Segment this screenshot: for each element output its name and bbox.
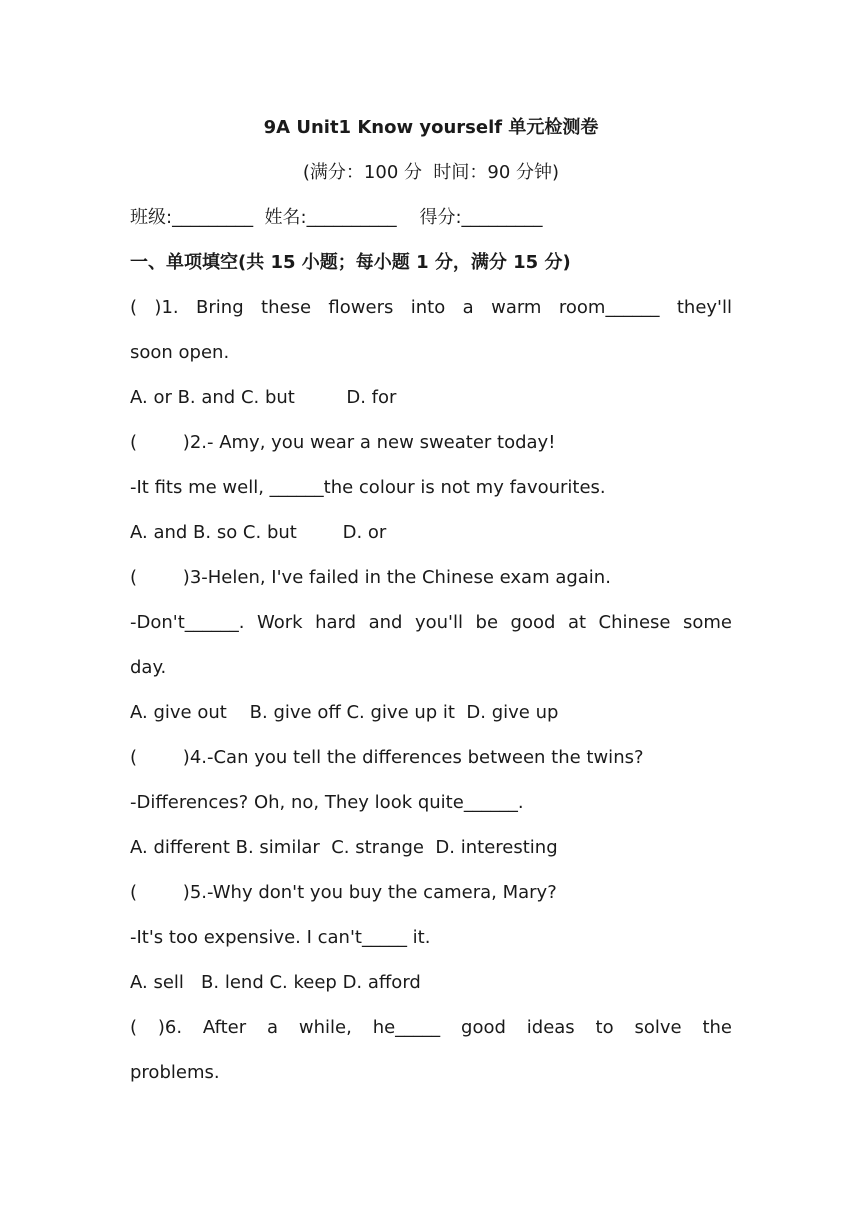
student-info-line: 班级:_________ 姓名:__________ 得分:_________ (130, 207, 543, 228)
question-1-options: A. or B. and C. but D. for (130, 387, 397, 408)
question-4-stem: ( )4.-Can you tell the differences between the twins? (130, 747, 644, 768)
question-5-stem: ( )5.-Why don't you buy the camera, Mary? (130, 882, 557, 903)
question-3-options: A. give out B. give off C. give up it D. give up (130, 702, 559, 723)
question-6-stem-continued: problems. (130, 1062, 220, 1083)
question-6-stem: ( )6. After a while, he_____ good ideas to solve the (130, 1017, 732, 1038)
question-4-response: -Differences? Oh, no, They look quite______. (130, 792, 524, 813)
question-2-response: -It fits me well, ______the colour is not my favourites. (130, 477, 606, 498)
question-2-options: A. and B. so C. but D. or (130, 522, 387, 543)
page-title: 9A Unit1 Know yourself 单元检测卷 (263, 117, 599, 138)
question-1-stem-continued: soon open. (130, 342, 230, 363)
question-2-stem: ( )2.- Amy, you wear a new sweater today! (130, 432, 556, 453)
question-1-stem: ( )1. Bring these flowers into a warm room______ they'll (130, 297, 732, 318)
document-content (130, 105, 732, 1095)
question-5-options: A. sell B. lend C. keep D. afford (130, 972, 421, 993)
question-4-options: A. different B. similar C. strange D. interesting (130, 837, 558, 858)
question-3-stem: ( )3-Helen, I've failed in the Chinese exam again. (130, 567, 611, 588)
question-3-response-continued: day. (130, 657, 167, 678)
section-heading: 一、单项填空(共 15 小题；每小题 1 分，满分 15 分) (130, 252, 571, 273)
page-subtitle: (满分：100 分 时间：90 分钟) (302, 162, 560, 183)
question-5-response: -It's too expensive. I can't_____ it. (130, 927, 431, 948)
question-3-response: -Don't______. Work hard and you'll be good at Chinese some (130, 612, 732, 633)
